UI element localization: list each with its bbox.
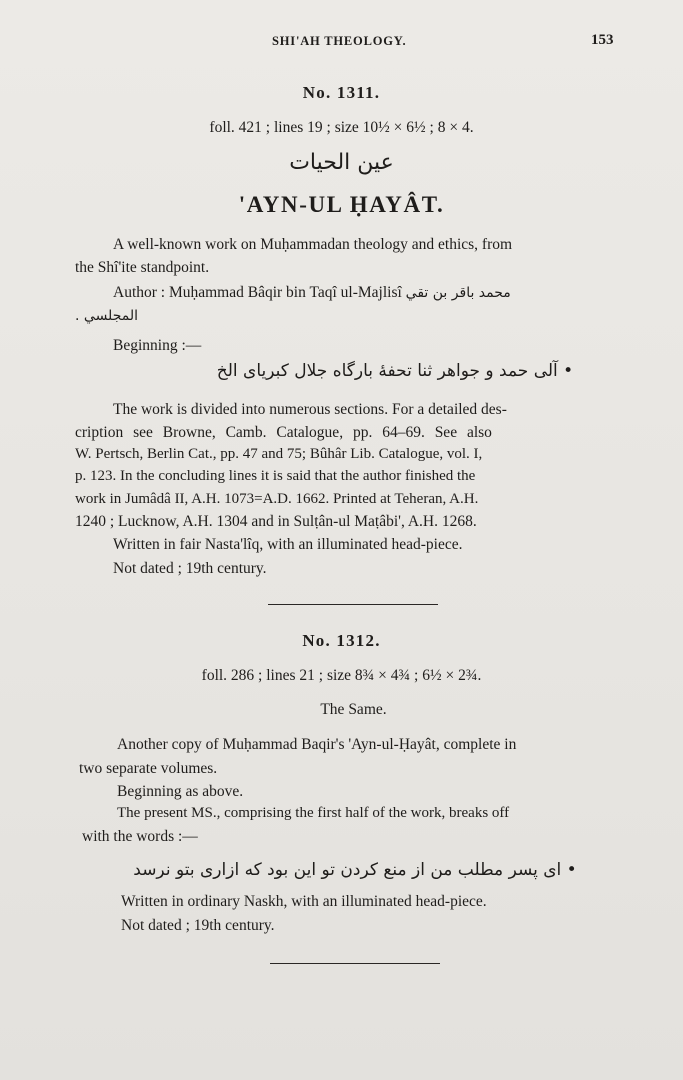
body-line-5: work in Jumâdâ II, A.H. 1073=A.D. 1662. Printed at Teheran, A.H. — [75, 491, 479, 507]
present-ms-line-2: with the words :— — [82, 828, 198, 845]
author-arabic-cont: المجلسي . — [75, 308, 138, 324]
beginning-as-above: Beginning as above. — [117, 783, 244, 800]
author-arabic: محمد باقر بن تقي — [405, 285, 511, 301]
page-number: 153 — [591, 32, 614, 48]
closing-words-arabic: • ای پسر مطلب من از منع کردن تو این بود که ازاری بتو نرسد — [133, 860, 577, 880]
author-line — [113, 284, 511, 302]
title-arabic: عين الحيات — [289, 150, 394, 175]
date-note-1311: Not dated ; 19th century. — [113, 560, 267, 577]
collation-1312: foll. 286 ; lines 21 ; size 8¾ × 4¾ ; 6½ × 2¾. — [201, 667, 482, 684]
body-line-4: p. 123. In the concluding lines it is said that the author finished the — [75, 468, 476, 484]
section-divider — [268, 604, 438, 605]
title-same: The Same. — [320, 701, 387, 718]
work-title: 'AYN-UL ḤAYÂT. — [238, 192, 445, 217]
collation-1311: foll. 421 ; lines 19 ; size 10½ × 6½ ; 8 × 4. — [209, 119, 474, 136]
running-head — [0, 34, 683, 54]
body-line-2: cription see Browne, Camb. Catalogue, pp. 64–69. See also — [75, 424, 492, 441]
end-divider — [270, 963, 440, 964]
script-note-1311: Written in fair Nasta'lîq, with an illuminated head-piece. — [113, 536, 463, 553]
beginning-arabic: • آلی حمد و جواهر ثنا تحفهٔ بارگاه جلال کبریای الخ — [216, 361, 574, 381]
date-note-1312: Not dated ; 19th century. — [121, 917, 275, 934]
entry-number-1312: No. 1312. — [302, 631, 381, 650]
body-line-6: 1240 ; Lucknow, A.H. 1304 and in Sulṭân-ul Maṭâbi', A.H. 1268. — [75, 513, 477, 530]
body-line-1: The work is divided into numerous sections. For a detailed des- — [113, 401, 507, 418]
beginning-label: Beginning :— — [113, 337, 202, 354]
copy-description-1: Another copy of Muḥammad Baqir's 'Ayn-ul-Ḥayât, complete in — [117, 736, 517, 753]
entry-number-1311: No. 1311. — [302, 83, 381, 102]
script-note-1312: Written in ordinary Naskh, with an illuminated head-piece. — [121, 893, 487, 910]
author-text: Author : Muḥammad Bâqir bin Taqî ul-Majlisî — [113, 284, 402, 301]
present-ms-line-1: The present MS., comprising the first half of the work, breaks off — [117, 805, 510, 821]
running-title: SHI'AH THEOLOGY. — [272, 34, 407, 48]
description-line-2: the Shî'ite standpoint. — [75, 259, 210, 276]
description-line-1: A well-known work on Muḥammadan theology and ethics, from — [113, 236, 513, 253]
copy-description-2: two separate volumes. — [79, 760, 218, 777]
body-line-3: W. Pertsch, Berlin Cat., pp. 47 and 75; Bûhâr Lib. Catalogue, vol. I, — [75, 446, 483, 462]
